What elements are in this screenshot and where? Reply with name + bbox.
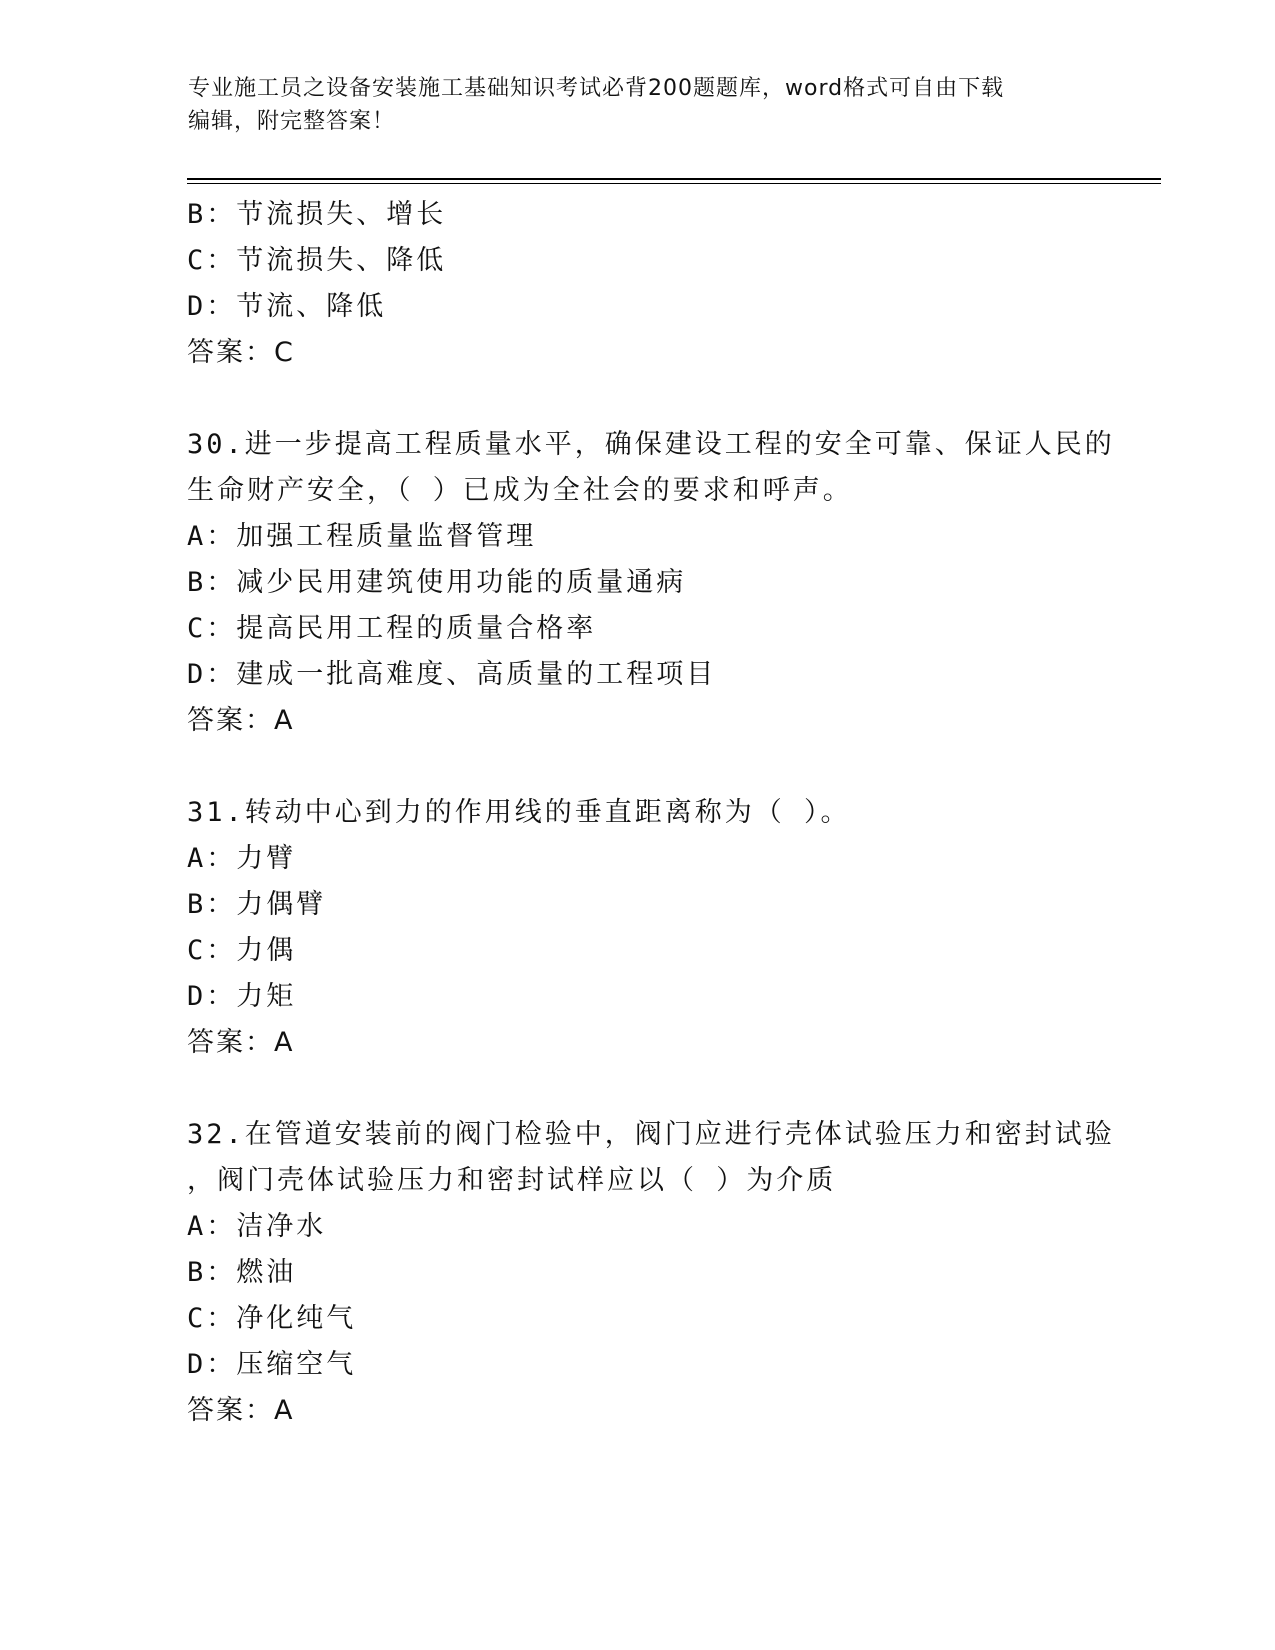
question-block-30 — [187, 422, 1115, 744]
question-text-line-2: ，阀门壳体试验压力和密封试样应以（ ）为介质 — [187, 1165, 837, 1196]
option-d: D：压缩空气 — [187, 1349, 357, 1380]
spacer — [187, 1066, 1087, 1112]
question-text-line-1: 32.在管道安装前的阀门检验中，阀门应进行壳体试验压力和密封试验 — [187, 1119, 1115, 1150]
option-a: A：洁净水 — [187, 1211, 327, 1242]
answer-line: 答案：A — [187, 1027, 295, 1058]
question-text-line-2: 生命财产安全，（ ）已成为全社会的要求和呼声。 — [187, 475, 853, 506]
option-c: C：节流损失、降低 — [187, 245, 447, 276]
document-header — [188, 72, 1088, 138]
option-d: D：节流、降低 — [187, 291, 387, 322]
option-b: B：力偶臂 — [187, 889, 327, 920]
header-line-2: 编辑，附完整答案！ — [188, 109, 396, 134]
question-content — [187, 192, 1115, 1434]
question-block-32 — [187, 1112, 1115, 1434]
header-divider-thin — [187, 183, 1161, 184]
option-d: D：建成一批高难度、高质量的工程项目 — [187, 659, 717, 690]
option-c: C：力偶 — [187, 935, 297, 966]
answer-line: 答案：A — [187, 705, 295, 736]
question-block-31 — [187, 790, 1087, 1066]
question-text-line-1: 30.进一步提高工程质量水平，确保建设工程的安全可靠、保证人民的 — [187, 429, 1115, 460]
answer-line: 答案：A — [187, 1395, 295, 1426]
header-divider-thick — [187, 178, 1161, 180]
spacer — [187, 376, 1087, 422]
option-b: B：节流损失、增长 — [187, 199, 447, 230]
option-d: D：力矩 — [187, 981, 297, 1012]
question-block-29-continued — [187, 192, 1087, 376]
option-b: B：减少民用建筑使用功能的质量通病 — [187, 567, 687, 598]
answer-line: 答案：C — [187, 337, 295, 368]
option-a: A：加强工程质量监督管理 — [187, 521, 537, 552]
option-a: A：力臂 — [187, 843, 297, 874]
question-text-line-1: 31.转动中心到力的作用线的垂直距离称为（ ）。 — [187, 797, 851, 828]
header-line-1: 专业施工员之设备安装施工基础知识考试必背200题题库，word格式可自由下载 — [188, 76, 1005, 101]
option-c: C：净化纯气 — [187, 1303, 357, 1334]
spacer — [187, 744, 1087, 790]
option-b: B：燃油 — [187, 1257, 297, 1288]
option-c: C：提高民用工程的质量合格率 — [187, 613, 597, 644]
